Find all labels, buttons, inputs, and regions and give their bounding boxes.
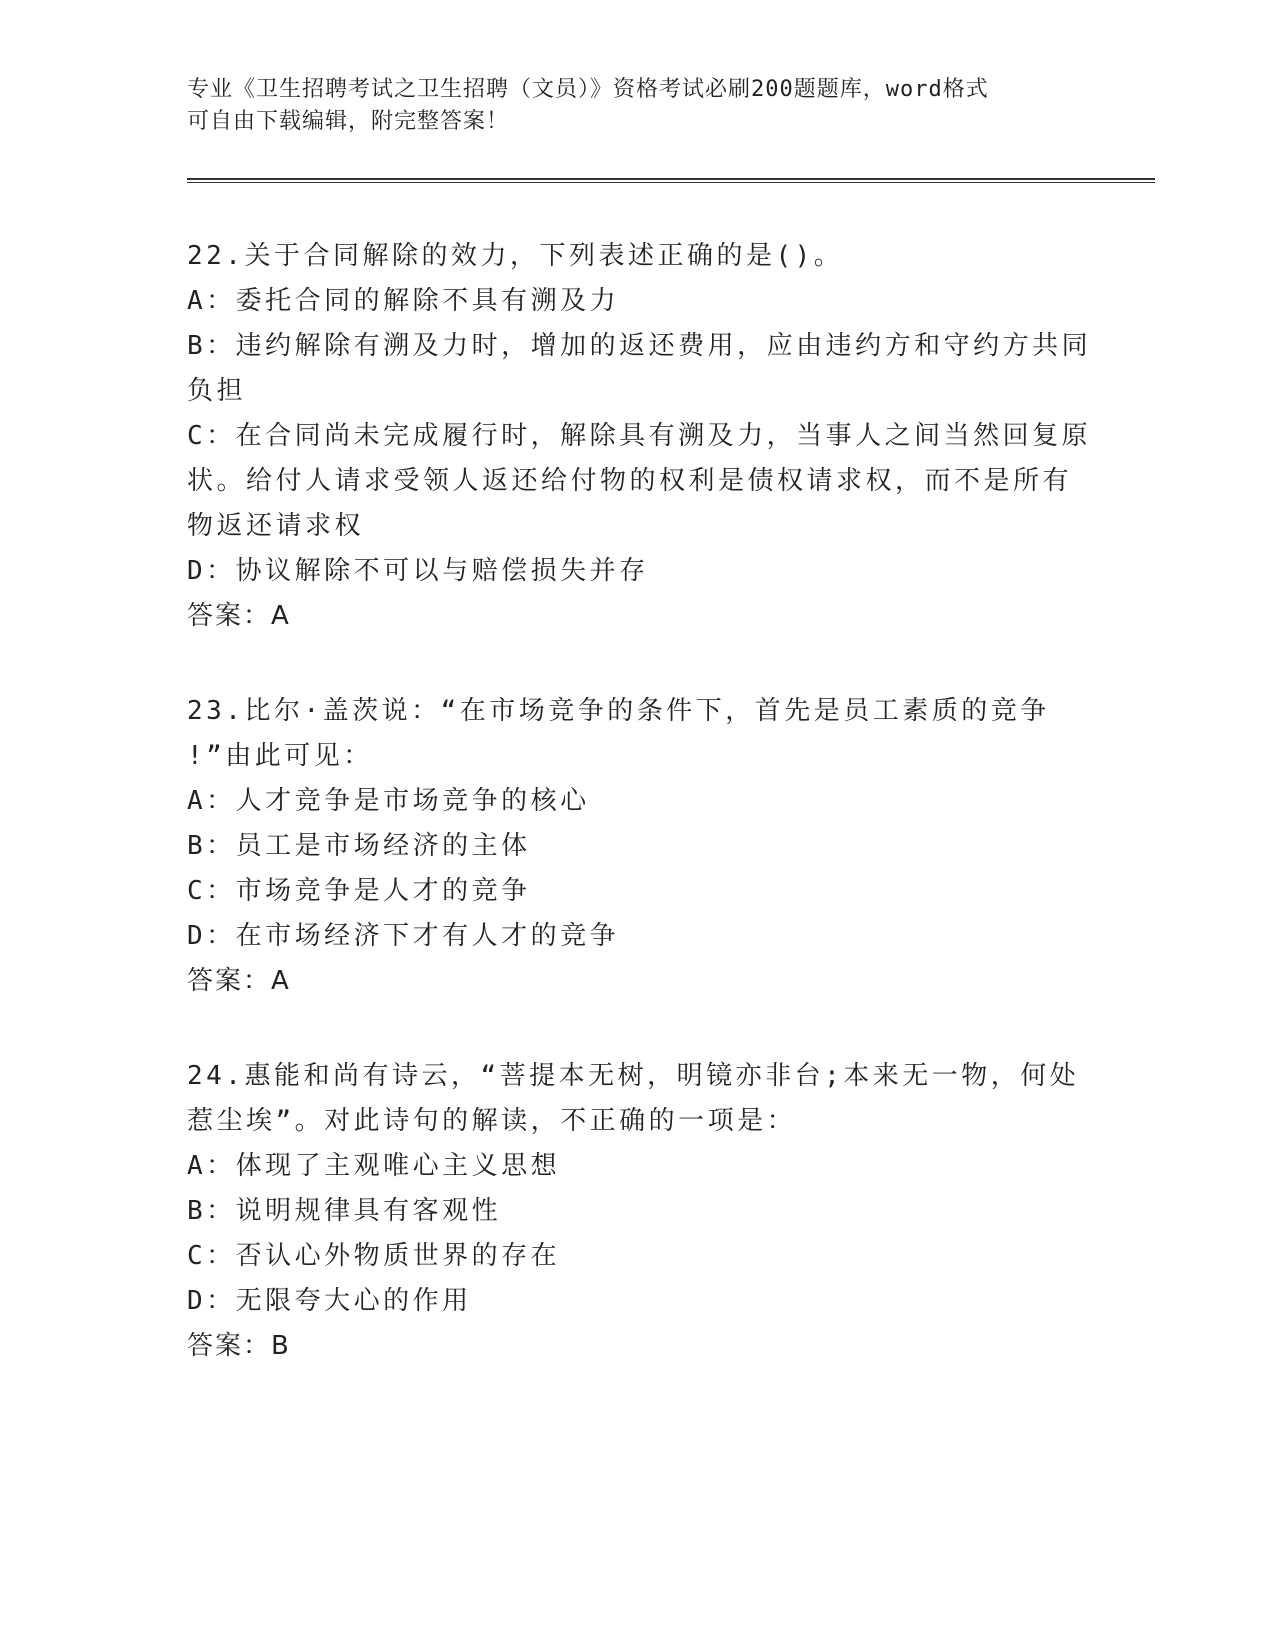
option-b: B：说明规律具有客观性 [187, 1196, 502, 1226]
option-d: D：无限夸大心的作用 [187, 1286, 472, 1316]
question-24 [187, 1054, 1087, 1369]
question-23 [187, 689, 1087, 1004]
option-c-continued: 状。给付人请求受领人返还给付物的权利是债权请求权，而不是所有 [187, 466, 1073, 496]
option-d: D：协议解除不可以与赔偿损失并存 [187, 556, 649, 586]
document-header [187, 74, 1067, 138]
option-c-continued: 物返还请求权 [187, 511, 365, 541]
option-b: B：违约解除有溯及力时，增加的返还费用，应由违约方和守约方共同 [187, 331, 1092, 361]
question-22 [187, 234, 1092, 639]
option-b-continued: 负担 [187, 376, 247, 406]
answer-line: 答案：A [187, 966, 291, 996]
option-c: C：否认心外物质世界的存在 [187, 1241, 561, 1271]
question-list [187, 234, 1092, 1419]
option-c: C：市场竞争是人才的竞争 [187, 876, 531, 906]
option-a: A：体现了主观唯心主义思想 [187, 1151, 561, 1181]
answer-line: 答案：A [187, 601, 291, 631]
question-stem-continued: 惹尘埃”。对此诗句的解读，不正确的一项是： [187, 1106, 797, 1136]
option-a: A：委托合同的解除不具有溯及力 [187, 286, 620, 316]
answer-line: 答案：B [187, 1331, 291, 1361]
question-stem-continued: !”由此可见： [187, 741, 373, 771]
header-line-1: 专业《卫生招聘考试之卫生招聘（文员）》资格考试必刷200题题库，word格式 [187, 77, 989, 102]
question-stem: 22.关于合同解除的效力，下列表述正确的是()。 [187, 241, 844, 271]
header-divider [187, 178, 1155, 183]
option-b: B：员工是市场经济的主体 [187, 831, 531, 861]
header-line-2: 可自由下载编辑，附完整答案！ [187, 109, 510, 134]
option-c: C：在合同尚未完成履行时，解除具有溯及力，当事人之间当然回复原 [187, 421, 1092, 451]
question-stem: 24.惠能和尚有诗云，“菩提本无树，明镜亦非台;本来无一物，何处 [187, 1061, 1080, 1091]
question-stem: 23.比尔·盖茨说：“在市场竞争的条件下，首先是员工素质的竞争 [187, 696, 1050, 726]
option-d: D：在市场经济下才有人才的竞争 [187, 921, 620, 951]
option-a: A：人才竞争是市场竞争的核心 [187, 786, 590, 816]
